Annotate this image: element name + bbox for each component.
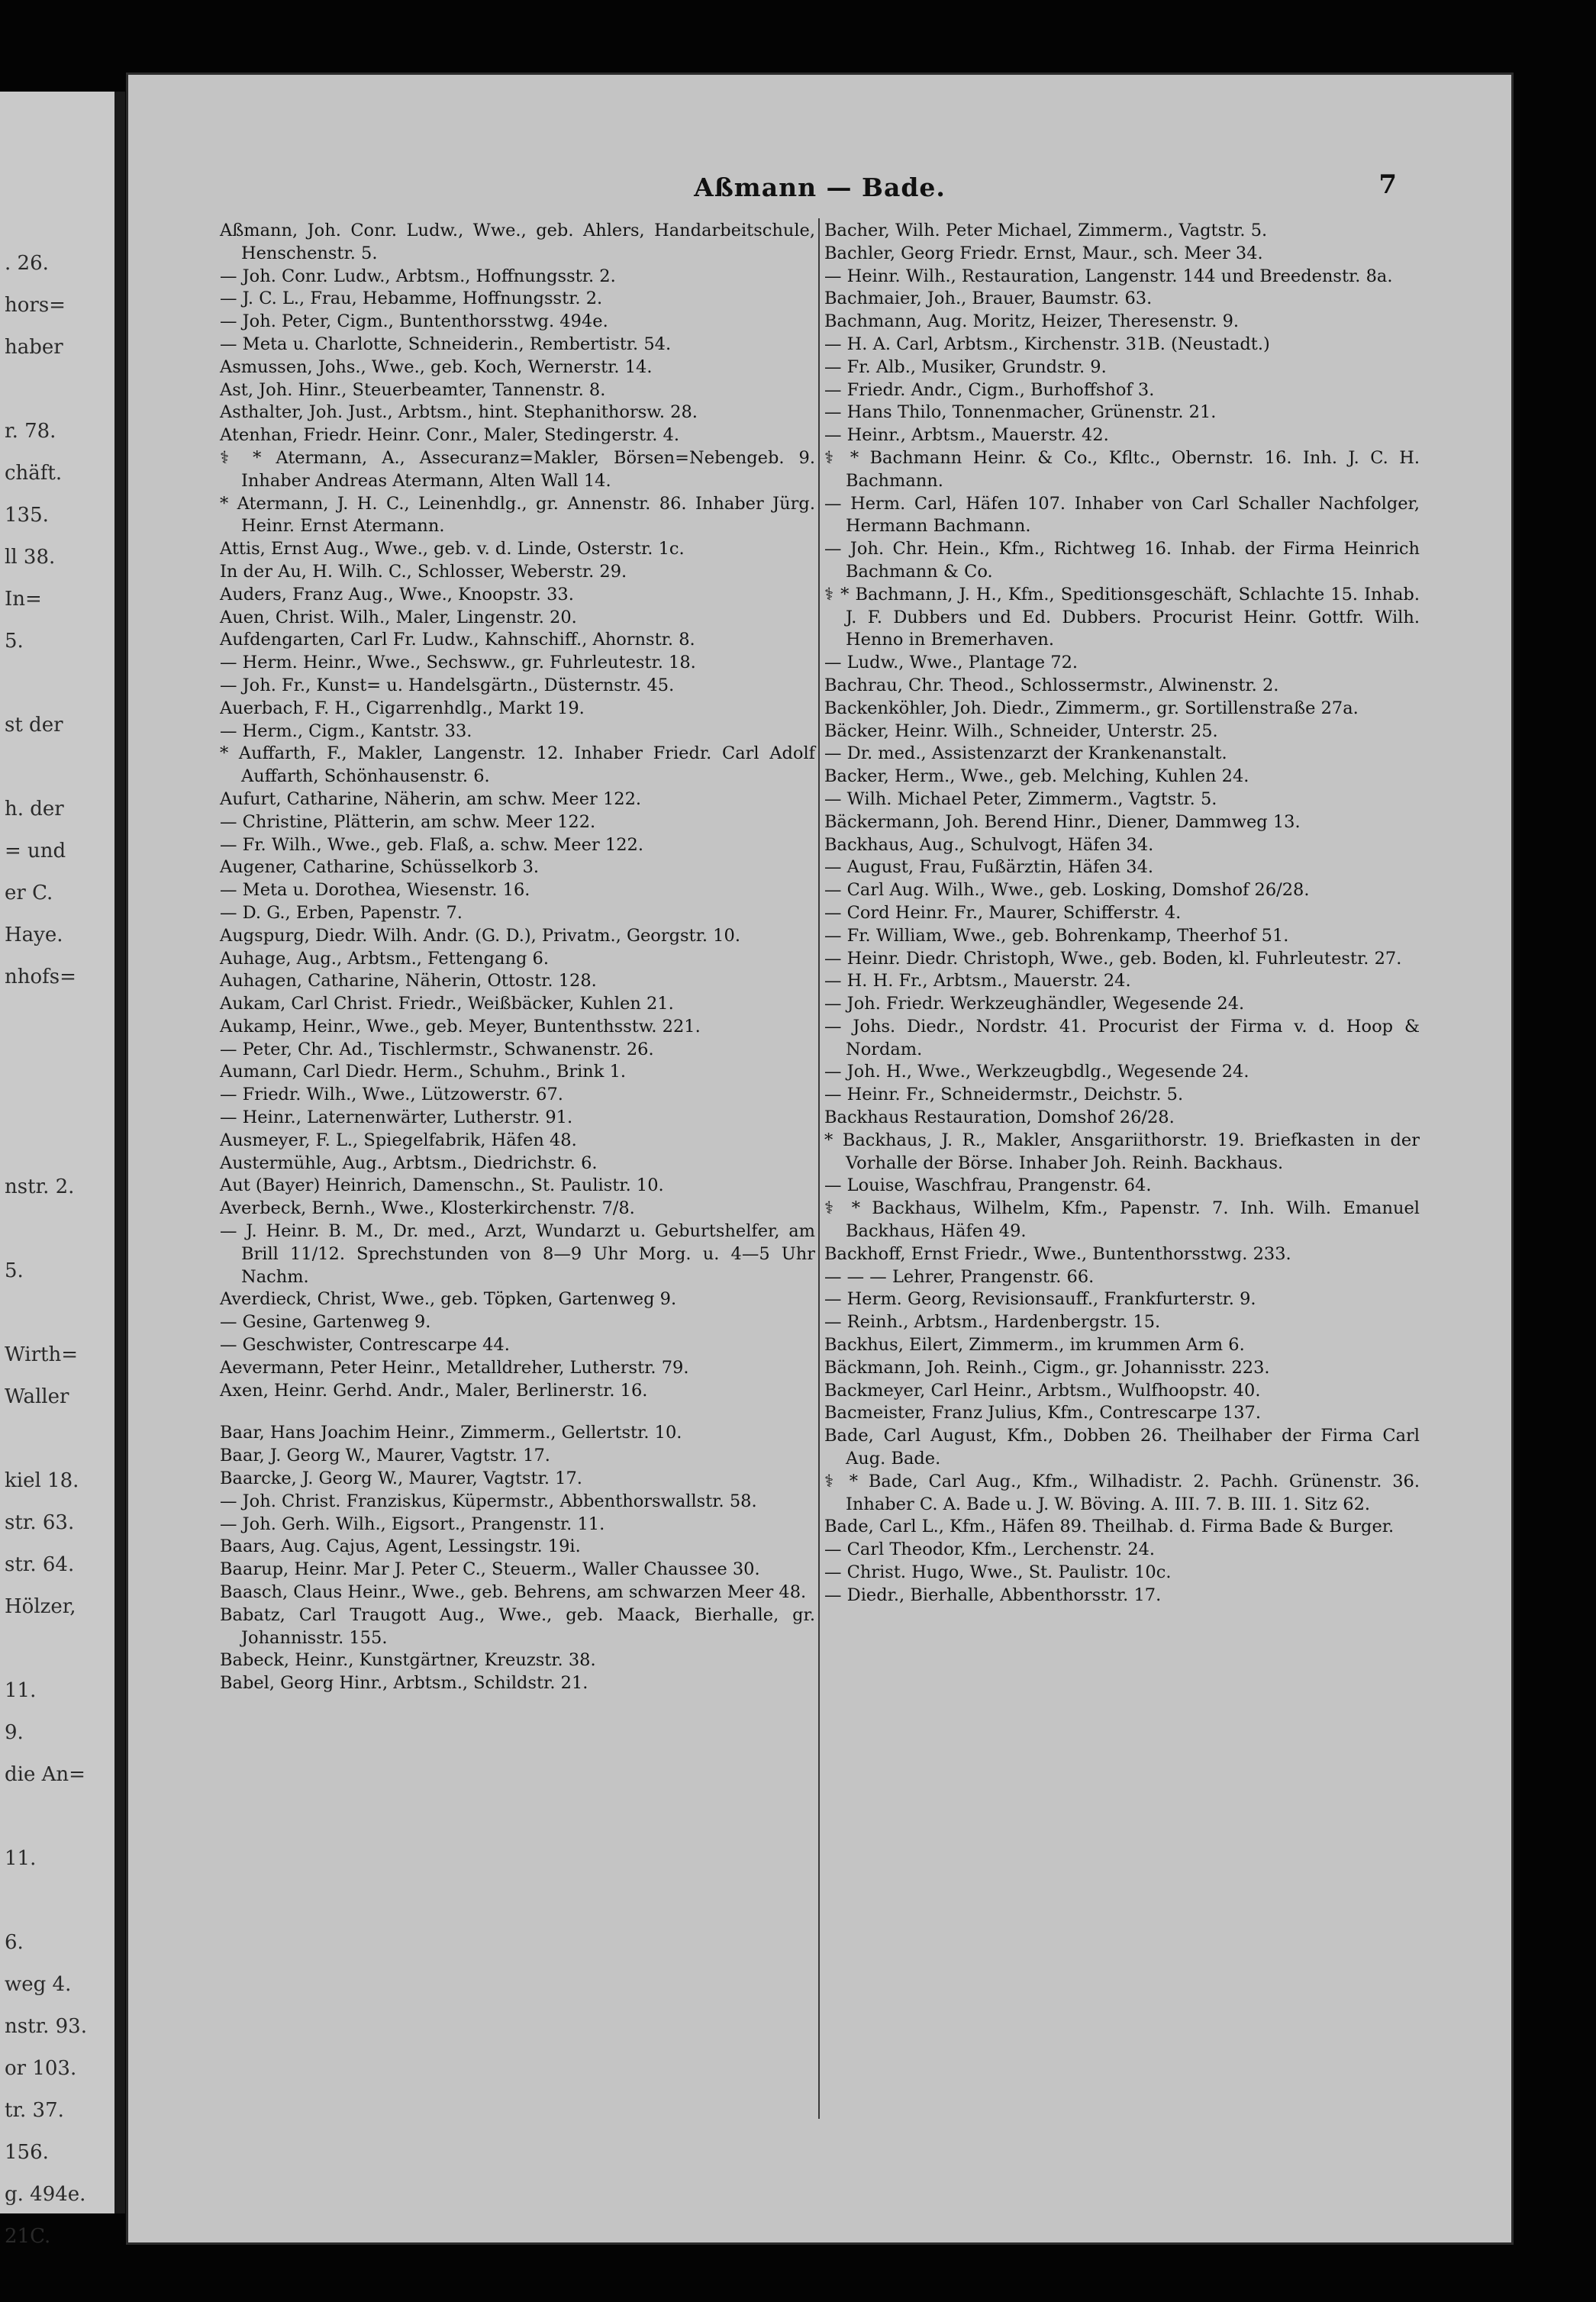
directory-entry: — Johs. Diedr., Nordstr. 41. Procurist der Firma v. d. Hoop & Nordam. bbox=[824, 1016, 1420, 1059]
directory-entry: Attis, Ernst Aug., Wwe., geb. v. d. Linde, Osterstr. 1c. bbox=[220, 539, 685, 559]
right-column bbox=[824, 220, 1420, 2090]
directory-entry: * Backhaus, J. R., Makler, Ansgariithorstr. 19. Briefkasten in der Vorhalle der Börse. Inhaber Joh. Reinh. Backhaus. bbox=[824, 1130, 1420, 1173]
directory-entry: — Heinr., Arbtsm., Mauerstr. 42. bbox=[824, 425, 1109, 446]
margin-fragment: nhofs= bbox=[5, 966, 76, 988]
directory-entry: — Meta u. Dorothea, Wiesenstr. 16. bbox=[220, 880, 530, 901]
directory-entry: — Fr. Wilh., Wwe., geb. Flaß, a. schw. Meer 122. bbox=[220, 834, 643, 855]
directory-entry: ⚕ * Atermann, A., Assecuranz=Makler, Börsen=Nebengeb. 9. Inhaber Andreas Atermann, Alten Wall 14. bbox=[220, 447, 815, 491]
directory-entry: — Herm., Cigm., Kantstr. 33. bbox=[220, 721, 472, 741]
directory-entry: — — — Lehrer, Prangenstr. 66. bbox=[824, 1266, 1095, 1287]
margin-fragment: 156. bbox=[5, 2141, 49, 2164]
directory-page bbox=[128, 75, 1511, 2242]
directory-entry: Backer, Herm., Wwe., geb. Melching, Kuhlen 24. bbox=[824, 766, 1249, 787]
margin-fragment: or 103. bbox=[5, 2057, 77, 2080]
margin-fragment: 135. bbox=[5, 504, 49, 527]
directory-entry: Bade, Carl L., Kfm., Häfen 89. Theilhab. d. Firma Bade & Burger. bbox=[824, 1517, 1394, 1537]
directory-entry: — D. G., Erben, Papenstr. 7. bbox=[220, 902, 463, 923]
directory-entry: Aufurt, Catharine, Näherin, am schw. Meer 122. bbox=[220, 788, 642, 809]
directory-entry: In der Au, H. Wilh. C., Schlosser, Weberstr. 29. bbox=[220, 561, 627, 582]
directory-entry: Axen, Heinr. Gerhd. Andr., Maler, Berlinerstr. 16. bbox=[220, 1380, 648, 1401]
directory-entry: Ausmeyer, F. L., Spiegelfabrik, Häfen 48. bbox=[220, 1130, 577, 1150]
directory-entry: ⚕ * Backhaus, Wilhelm, Kfm., Papenstr. 7. Inh. Wilh. Emanuel Backhaus, Häfen 49. bbox=[824, 1198, 1420, 1242]
directory-entry: — Heinr. Wilh., Restauration, Langenstr. 144 und Breedenstr. 8a. bbox=[824, 266, 1393, 286]
margin-fragment: die An= bbox=[5, 1763, 85, 1786]
directory-entry: — Joh. Fr., Kunst= u. Handelsgärtn., Düsternstr. 45. bbox=[220, 675, 675, 695]
margin-fragment: nstr. 93. bbox=[5, 2015, 87, 2038]
directory-entry: — Heinr., Laternenwärter, Lutherstr. 91. bbox=[220, 1107, 573, 1128]
margin-fragment: tr. 37. bbox=[5, 2099, 64, 2122]
directory-entry: Aukamp, Heinr., Wwe., geb. Meyer, Buntenthsstw. 221. bbox=[220, 1016, 701, 1037]
margin-fragment: st der bbox=[5, 714, 63, 737]
margin-fragment: 11. bbox=[5, 1679, 37, 1702]
margin-fragment: Waller bbox=[5, 1385, 69, 1408]
directory-entry: — Christ. Hugo, Wwe., St. Paulistr. 10c. bbox=[824, 1562, 1172, 1583]
directory-entry: Augspurg, Diedr. Wilh. Andr. (G. D.), Privatm., Georgstr. 10. bbox=[220, 925, 740, 946]
margin-fragment: er C. bbox=[5, 882, 53, 904]
directory-entry: — Meta u. Charlotte, Schneiderin., Rembertistr. 54. bbox=[220, 334, 672, 354]
directory-entry: Averdieck, Christ, Wwe., geb. Töpken, Gartenweg 9. bbox=[220, 1289, 677, 1310]
directory-entry: — H. A. Carl, Arbtsm., Kirchenstr. 31B. (Neustadt.) bbox=[824, 334, 1270, 354]
directory-entry: Auhagen, Catharine, Näherin, Ottostr. 128. bbox=[220, 971, 597, 991]
margin-fragment: Hölzer, bbox=[5, 1595, 76, 1618]
margin-fragment: 11. bbox=[5, 1847, 37, 1870]
directory-entry: ⚕ * Bachmann Heinr. & Co., Kfltc., Obernstr. 16. Inh. J. C. H. Bachmann. bbox=[824, 447, 1420, 491]
directory-entry: — Herm. Carl, Häfen 107. Inhaber von Carl Schaller Nachfolger, Hermann Bachmann. bbox=[824, 493, 1420, 537]
directory-entry: ⚕ * Bachmann, J. H., Kfm., Speditionsgeschäft, Schlachte 15. Inhab. J. F. Dubbers und Ed. Dubbers. Procurist Heinr. Gottfr. Wilh. Henno in Bremerhaven. bbox=[824, 584, 1420, 650]
directory-entry: — Joh. Peter, Cigm., Buntenthorsstwg. 494e. bbox=[220, 311, 608, 332]
directory-entry: Backhus, Eilert, Zimmerm., im krummen Arm 6. bbox=[824, 1335, 1245, 1356]
margin-fragment: kiel 18. bbox=[5, 1469, 79, 1492]
directory-entry: ⚕ * Bade, Carl Aug., Kfm., Wilhadistr. 2. Pachh. Grünenstr. 36. Inhaber C. A. Bade u. J. W. Böving. A. III. 7. B. III. 1. Sitz 62. bbox=[824, 1471, 1420, 1514]
directory-entry: Aevermann, Peter Heinr., Metalldreher, Lutherstr. 79. bbox=[220, 1357, 689, 1378]
directory-entry: Baars, Aug. Cajus, Agent, Lessingstr. 19i. bbox=[220, 1536, 581, 1557]
margin-fragment: str. 63. bbox=[5, 1511, 75, 1534]
margin-fragment: . 26. bbox=[5, 252, 49, 275]
margin-fragment: h. der bbox=[5, 798, 64, 821]
directory-entry: Bachmann, Aug. Moritz, Heizer, Theresenstr. 9. bbox=[824, 311, 1240, 332]
directory-entry: Bachmaier, Joh., Brauer, Baumstr. 63. bbox=[824, 289, 1153, 309]
directory-entry: — Diedr., Bierhalle, Abbenthorsstr. 17. bbox=[824, 1585, 1162, 1605]
directory-entry: Backhoff, Ernst Friedr., Wwe., Buntenthorsstwg. 233. bbox=[824, 1243, 1291, 1264]
directory-entry: Asthalter, Joh. Just., Arbtsm., hint. Stephanithorsw. 28. bbox=[220, 402, 698, 423]
column-divider bbox=[818, 218, 820, 2119]
directory-entry: — J. C. L., Frau, Hebamme, Hoffnungsstr. 2. bbox=[220, 289, 603, 309]
directory-entry: Baasch, Claus Heinr., Wwe., geb. Behrens, am schwarzen Meer 48. bbox=[220, 1582, 807, 1603]
directory-entry: Baarcke, J. Georg W., Maurer, Vagtstr. 17. bbox=[220, 1469, 582, 1489]
margin-fragment: weg 4. bbox=[5, 1973, 72, 1996]
margin-fragment: 21C. bbox=[5, 2225, 51, 2248]
margin-fragment: 5. bbox=[5, 1259, 24, 1282]
directory-entry: — Herm. Heinr., Wwe., Sechsww., gr. Fuhrleutestr. 18. bbox=[220, 653, 696, 673]
margin-fragment: hors= bbox=[5, 294, 66, 317]
directory-entry: — Fr. William, Wwe., geb. Bohrenkamp, Theerhof 51. bbox=[824, 925, 1289, 946]
directory-entry: — Ludw., Wwe., Plantage 72. bbox=[824, 653, 1079, 673]
directory-entry: Bäckmann, Joh. Reinh., Cigm., gr. Johannisstr. 223. bbox=[824, 1357, 1270, 1378]
directory-entry: — Wilh. Michael Peter, Zimmerm., Vagtstr. 5. bbox=[824, 788, 1217, 809]
directory-entry: Asmussen, Johs., Wwe., geb. Koch, Wernerstr. 14. bbox=[220, 356, 653, 377]
directory-entry: * Atermann, J. H. C., Leinenhdlg., gr. Annenstr. 86. Inhaber Jürg. Heinr. Ernst Atermann. bbox=[220, 493, 815, 537]
directory-entry: Baarup, Heinr. Mar J. Peter C., Steuerm., Waller Chaussee 30. bbox=[220, 1559, 760, 1580]
margin-fragment: r. 78. bbox=[5, 420, 56, 443]
page-header bbox=[128, 169, 1511, 208]
directory-entry: Baar, J. Georg W., Maurer, Vagtstr. 17. bbox=[220, 1446, 550, 1466]
directory-entry: — Dr. med., Assistenzarzt der Krankenanstalt. bbox=[824, 743, 1227, 764]
directory-entry: Bacmeister, Franz Julius, Kfm., Contrescarpe 137. bbox=[824, 1403, 1261, 1423]
directory-entry: Bacher, Wilh. Peter Michael, Zimmerm., Vagtstr. 5. bbox=[824, 221, 1268, 240]
directory-entry: Auhage, Aug., Arbtsm., Fettengang 6. bbox=[220, 948, 549, 969]
directory-entry: Aßmann, Joh. Conr. Ludw., Wwe., geb. Ahlers, Handarbeitschule, Henschenstr. 5. bbox=[220, 221, 815, 263]
margin-fragment: 6. bbox=[5, 1931, 24, 1954]
directory-entry: — Christine, Plätterin, am schw. Meer 122. bbox=[220, 811, 596, 832]
directory-entry: — J. Heinr. B. M., Dr. med., Arzt, Wundarzt u. Geburtshelfer, am Brill 11/12. Sprechstunden von 8—9 Uhr Morg. u. 4—5 Uhr Nachm. bbox=[220, 1221, 815, 1287]
margin-fragment: Haye. bbox=[5, 924, 63, 946]
directory-entry: — Joh. Chr. Hein., Kfm., Richtweg 16. Inhab. der Firma Heinrich Bachmann & Co. bbox=[824, 539, 1420, 582]
directory-entry: Ast, Joh. Hinr., Steuerbeamter, Tannenstr. 8. bbox=[220, 379, 606, 400]
directory-entry: Auerbach, F. H., Cigarrenhdlg., Markt 19. bbox=[220, 698, 585, 718]
margin-fragment: 9. bbox=[5, 1721, 24, 1744]
directory-entry: Aut (Bayer) Heinrich, Damenschn., St. Paulistr. 10. bbox=[220, 1175, 664, 1196]
directory-entry: Bachrau, Chr. Theod., Schlossermstr., Alwinenstr. 2. bbox=[824, 675, 1279, 695]
directory-entry: Atenhan, Friedr. Heinr. Conr., Maler, Stedingerstr. 4. bbox=[220, 425, 680, 446]
directory-entry: Auen, Christ. Wilh., Maler, Lingenstr. 20. bbox=[220, 607, 577, 627]
directory-entry: Backhaus Restauration, Domshof 26/28. bbox=[824, 1107, 1175, 1128]
directory-entry: Backhaus, Aug., Schulvogt, Häfen 34. bbox=[824, 834, 1154, 855]
margin-fragment: chäft. bbox=[5, 462, 63, 485]
left-column bbox=[220, 220, 815, 2090]
directory-entry: Baar, Hans Joachim Heinr., Zimmerm., Gellertstr. 10. bbox=[220, 1423, 682, 1443]
directory-entry: — H. H. Fr., Arbtsm., Mauerstr. 24. bbox=[824, 971, 1131, 991]
directory-entry: Aukam, Carl Christ. Friedr., Weißbäcker, Kuhlen 21. bbox=[220, 994, 674, 1014]
directory-entry: Auders, Franz Aug., Wwe., Knoopstr. 33. bbox=[220, 584, 574, 605]
directory-entry: — Heinr. Diedr. Christoph, Wwe., geb. Boden, kl. Fuhrleutestr. 27. bbox=[824, 948, 1402, 969]
directory-entry: — August, Frau, Fußärztin, Häfen 34. bbox=[824, 857, 1154, 878]
directory-entry: Bäckermann, Joh. Berend Hinr., Diener, Dammweg 13. bbox=[824, 811, 1301, 832]
directory-entry: Augener, Catharine, Schüsselkorb 3. bbox=[220, 857, 540, 878]
directory-entry: — Herm. Georg, Revisionsauff., Frankfurterstr. 9. bbox=[824, 1289, 1256, 1310]
directory-entry: Averbeck, Bernh., Wwe., Klosterkirchenstr. 7/8. bbox=[220, 1198, 635, 1219]
running-title: Aßmann — Bade. bbox=[694, 172, 946, 202]
directory-entry: — Friedr. Wilh., Wwe., Lützowerstr. 67. bbox=[220, 1085, 563, 1105]
directory-entry: — Louise, Waschfrau, Prangenstr. 64. bbox=[824, 1175, 1152, 1196]
directory-entry: — Hans Thilo, Tonnenmacher, Grünenstr. 21. bbox=[824, 402, 1217, 423]
directory-entry: Backenköhler, Joh. Diedr., Zimmerm., gr. Sortillenstraße 27a. bbox=[824, 698, 1359, 718]
margin-fragment: In= bbox=[5, 588, 42, 611]
margin-fragment: ll 38. bbox=[5, 546, 56, 569]
margin-fragment: Wirth= bbox=[5, 1343, 78, 1366]
directory-entry: * Auffarth, F., Makler, Langenstr. 12. Inhaber Friedr. Carl Adolf Auffarth, Schönhausenstr. 6. bbox=[220, 743, 815, 787]
margin-fragment: 5. bbox=[5, 630, 24, 653]
directory-entry: — Reinh., Arbtsm., Hardenbergstr. 15. bbox=[824, 1312, 1161, 1333]
margin-fragment: = und bbox=[5, 840, 66, 862]
directory-entry: — Carl Theodor, Kfm., Lerchenstr. 24. bbox=[824, 1540, 1156, 1560]
directory-entry: — Joh. H., Wwe., Werkzeugbdlg., Wegesende 24. bbox=[824, 1062, 1249, 1082]
directory-entry: Babeck, Heinr., Kunstgärtner, Kreuzstr. 38. bbox=[220, 1650, 596, 1671]
margin-fragment: str. 64. bbox=[5, 1553, 75, 1576]
directory-entry: — Friedr. Andr., Cigm., Burhoffshof 3. bbox=[824, 379, 1155, 400]
directory-entry: — Heinr. Fr., Schneidermstr., Deichstr. 5. bbox=[824, 1085, 1184, 1105]
directory-entry: — Carl Aug. Wilh., Wwe., geb. Losking, Domshof 26/28. bbox=[824, 880, 1310, 901]
directory-entry: Babel, Georg Hinr., Arbtsm., Schildstr. 21. bbox=[220, 1673, 588, 1694]
directory-entry: Bade, Carl August, Kfm., Dobben 26. Theilhaber der Firma Carl Aug. Bade. bbox=[824, 1426, 1420, 1469]
directory-entry: — Joh. Friedr. Werkzeughändler, Wegesende 24. bbox=[824, 994, 1245, 1014]
directory-entry: — Cord Heinr. Fr., Maurer, Schifferstr. 4. bbox=[824, 902, 1182, 923]
directory-entry: Bäcker, Heinr. Wilh., Schneider, Unterstr. 25. bbox=[824, 721, 1218, 741]
page-number: 7 bbox=[1378, 169, 1397, 200]
directory-entry: — Joh. Christ. Franziskus, Küpermstr., Abbenthorswallstr. 58. bbox=[220, 1491, 757, 1511]
adjacent-page-strip bbox=[0, 92, 125, 2248]
directory-entry: Austermühle, Aug., Arbtsm., Diedrichstr. 6. bbox=[220, 1153, 598, 1173]
directory-entry: Aumann, Carl Diedr. Herm., Schuhm., Brink 1. bbox=[220, 1062, 627, 1082]
directory-entry: — Fr. Alb., Musiker, Grundstr. 9. bbox=[824, 356, 1107, 377]
margin-fragment: nstr. 2. bbox=[5, 1175, 75, 1198]
directory-entry: — Geschwister, Contrescarpe 44. bbox=[220, 1335, 510, 1356]
directory-entry: Aufdengarten, Carl Fr. Ludw., Kahnschiff., Ahornstr. 8. bbox=[220, 630, 695, 650]
directory-entry: — Peter, Chr. Ad., Tischlermstr., Schwanenstr. 26. bbox=[220, 1039, 654, 1059]
margin-fragment: g. 494e. bbox=[5, 2183, 86, 2206]
directory-entry: — Gesine, Gartenweg 9. bbox=[220, 1312, 431, 1333]
directory-entry: Bachler, Georg Friedr. Ernst, Maur., sch. Meer 34. bbox=[824, 243, 1263, 263]
directory-entry: — Joh. Gerh. Wilh., Eigsort., Prangenstr. 11. bbox=[220, 1514, 605, 1534]
directory-entry: — Joh. Conr. Ludw., Arbtsm., Hoffnungsstr. 2. bbox=[220, 266, 616, 286]
directory-entry: Backmeyer, Carl Heinr., Arbtsm., Wulfhoopstr. 40. bbox=[824, 1380, 1261, 1401]
directory-entry: Babatz, Carl Traugott Aug., Wwe., geb. Maack, Bierhalle, gr. Johannisstr. 155. bbox=[220, 1604, 815, 1648]
margin-fragment: haber bbox=[5, 336, 63, 359]
